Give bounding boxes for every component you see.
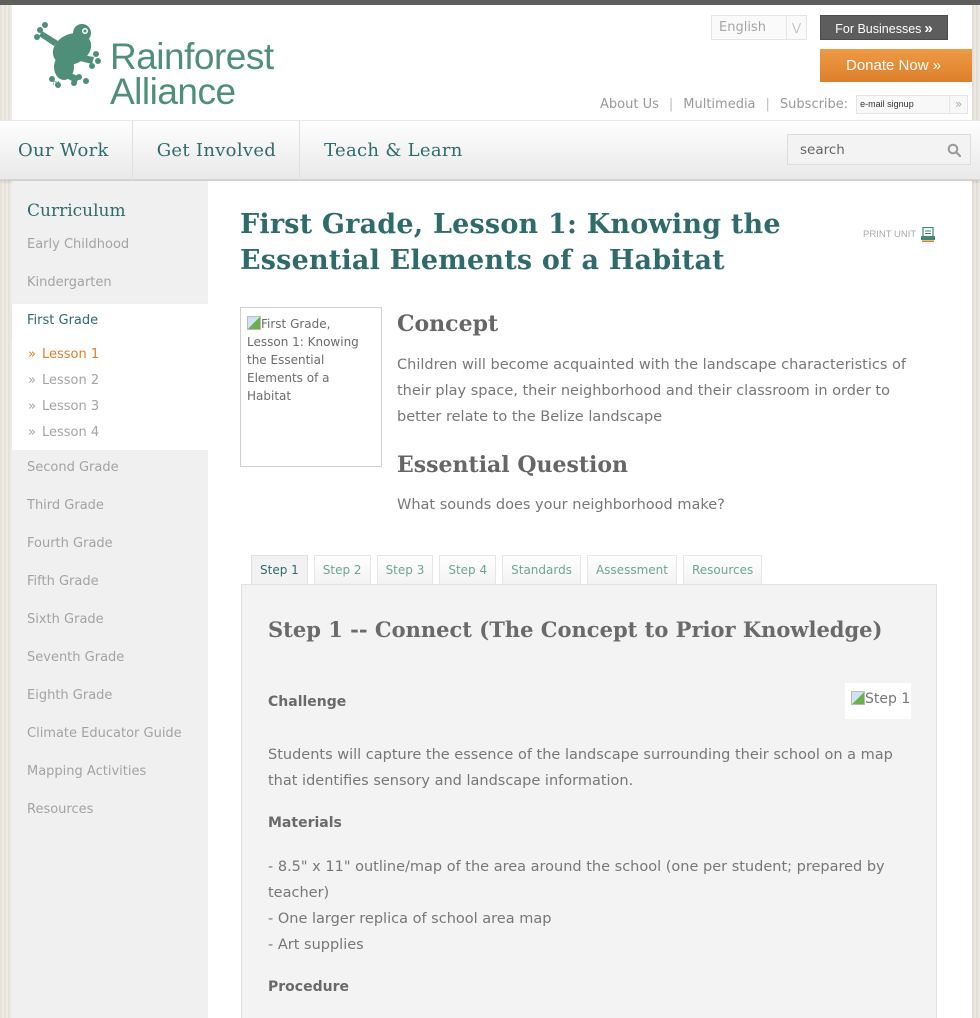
main-nav [0, 120, 980, 180]
print-unit-label: PRINT UNIT [863, 229, 917, 240]
language-value: English [719, 20, 766, 35]
sidebar-item-climate-educator-guide[interactable]: Climate Educator Guide [27, 726, 182, 741]
tab-step-2[interactable]: Step 2 [314, 555, 371, 585]
materials-item: - 8.5" x 11" outline/map of the area around the school (one per student; prepared by teacher) [268, 859, 885, 901]
materials-heading: Materials [268, 815, 342, 831]
materials-item: - One larger replica of school area map [268, 911, 552, 927]
double-chevron-right-icon: » [28, 373, 36, 388]
tab-resources[interactable]: Resources [683, 555, 762, 585]
essential-question-text: What sounds does your neighborhood make? [397, 497, 725, 513]
tab-panel-step-1 [241, 584, 937, 1018]
language-select[interactable] [711, 15, 807, 40]
sidebar-item-fifth-grade[interactable]: Fifth Grade [27, 574, 99, 589]
chevron-down-icon: ⋁ [786, 16, 806, 39]
donate-button[interactable]: Donate Now » [820, 49, 972, 82]
logo-line-1: Rainforest [110, 36, 274, 77]
challenge-text: Students will capture the essence of the landscape surrounding their school on a map that identifies sensory and landscape information. [268, 747, 893, 789]
multimedia-link[interactable]: Multimedia [683, 96, 756, 112]
utility-links [600, 94, 968, 114]
email-signup-value: e-mail signup [860, 98, 914, 109]
tab-standards[interactable]: Standards [502, 555, 581, 585]
challenge-heading: Challenge [268, 694, 347, 710]
sidebar-item-first-grade[interactable] [12, 304, 208, 338]
page-title: First Grade, Lesson 1: Knowing the Essential Elements of a Habitat [240, 209, 781, 276]
printer-icon [921, 227, 935, 242]
sidebar-item-mapping-activities[interactable]: Mapping Activities [27, 764, 147, 779]
nav-get-involved[interactable]: Get Involved [133, 121, 300, 181]
lesson-item-2[interactable]: » Lesson 2 [28, 373, 100, 388]
trademark: TM [52, 81, 60, 87]
print-unit-link[interactable] [863, 227, 935, 242]
thumbnail-alt-text: First Grade, Lesson 1: Knowing the Essential Elements of a Habitat [247, 317, 359, 403]
step-image [845, 683, 911, 719]
search-input[interactable] [787, 134, 971, 165]
sidebar-item-third-grade[interactable]: Third Grade [27, 498, 104, 513]
essential-question-heading: Essential Question [397, 452, 629, 478]
concept-heading: Concept [397, 311, 499, 337]
sidebar-title: Curriculum [27, 201, 126, 221]
about-us-link[interactable]: About Us [600, 96, 659, 112]
email-signup-field[interactable] [856, 95, 968, 114]
materials-list [268, 854, 888, 958]
frog-logo-icon [34, 19, 104, 89]
concept-text: Children will become acquainted with the landscape characteristics of their play space, their neighborhood and their classroom in order to better relate to the Belize landscape [397, 357, 906, 425]
logo-line-2: Alliance [110, 71, 236, 112]
double-chevron-right-icon: » [28, 347, 36, 362]
main-content [208, 181, 972, 1018]
tab-step-3[interactable]: Step 3 [377, 555, 434, 585]
for-businesses-label: For Businesses [835, 22, 922, 36]
nav-teach-learn[interactable]: Teach & Learn [324, 140, 463, 161]
separator: | [668, 96, 674, 112]
subscribe-submit-button[interactable]: » [949, 96, 967, 113]
sidebar-item-early-childhood[interactable]: Early Childhood [27, 237, 130, 252]
lesson-list [12, 338, 208, 450]
step-image-alt: Step 1 [865, 691, 911, 707]
lesson-tabs [251, 555, 768, 585]
sidebar-item-eighth-grade[interactable]: Eighth Grade [27, 688, 113, 703]
procedure-heading: Procedure [268, 979, 349, 995]
lesson-thumbnail-image [240, 307, 382, 467]
lesson-item-4[interactable]: » Lesson 4 [28, 425, 100, 440]
sidebar-item-resources[interactable]: Resources [27, 802, 94, 817]
sidebar-item-label: First Grade [27, 313, 99, 328]
logo-wordmark [110, 36, 274, 112]
tab-step-4[interactable]: Step 4 [439, 555, 496, 585]
sidebar [12, 181, 208, 1018]
broken-image-icon [851, 691, 865, 705]
tab-step-1[interactable]: Step 1 [251, 555, 308, 585]
materials-item: - Art supplies [268, 937, 364, 953]
double-chevron-right-icon: » [28, 399, 36, 414]
lesson-item-1[interactable]: » Lesson 1 [28, 347, 100, 362]
for-businesses-button[interactable] [820, 15, 948, 40]
logo[interactable] [34, 19, 284, 112]
double-chevron-right-icon: » [28, 425, 36, 440]
double-chevron-right-icon: » [924, 20, 933, 37]
nav-our-work[interactable]: Our Work [0, 121, 133, 181]
broken-image-icon [247, 316, 261, 330]
site-header [12, 5, 972, 120]
sidebar-item-fourth-grade[interactable]: Fourth Grade [27, 536, 113, 551]
search-icon[interactable] [947, 143, 961, 157]
separator: | [765, 96, 770, 112]
subscribe-label: Subscribe: [779, 96, 849, 112]
sidebar-item-second-grade[interactable]: Second Grade [27, 460, 119, 475]
sidebar-item-seventh-grade[interactable]: Seventh Grade [27, 650, 125, 665]
lesson-item-3[interactable]: » Lesson 3 [28, 399, 100, 414]
search-placeholder: search [800, 142, 845, 158]
sidebar-item-sixth-grade[interactable]: Sixth Grade [27, 612, 104, 627]
sidebar-item-kindergarten[interactable]: Kindergarten [27, 275, 112, 290]
step-title: Step 1 -- Connect (The Concept to Prior Knowledge) [268, 617, 883, 642]
tab-assessment[interactable]: Assessment [587, 555, 677, 585]
